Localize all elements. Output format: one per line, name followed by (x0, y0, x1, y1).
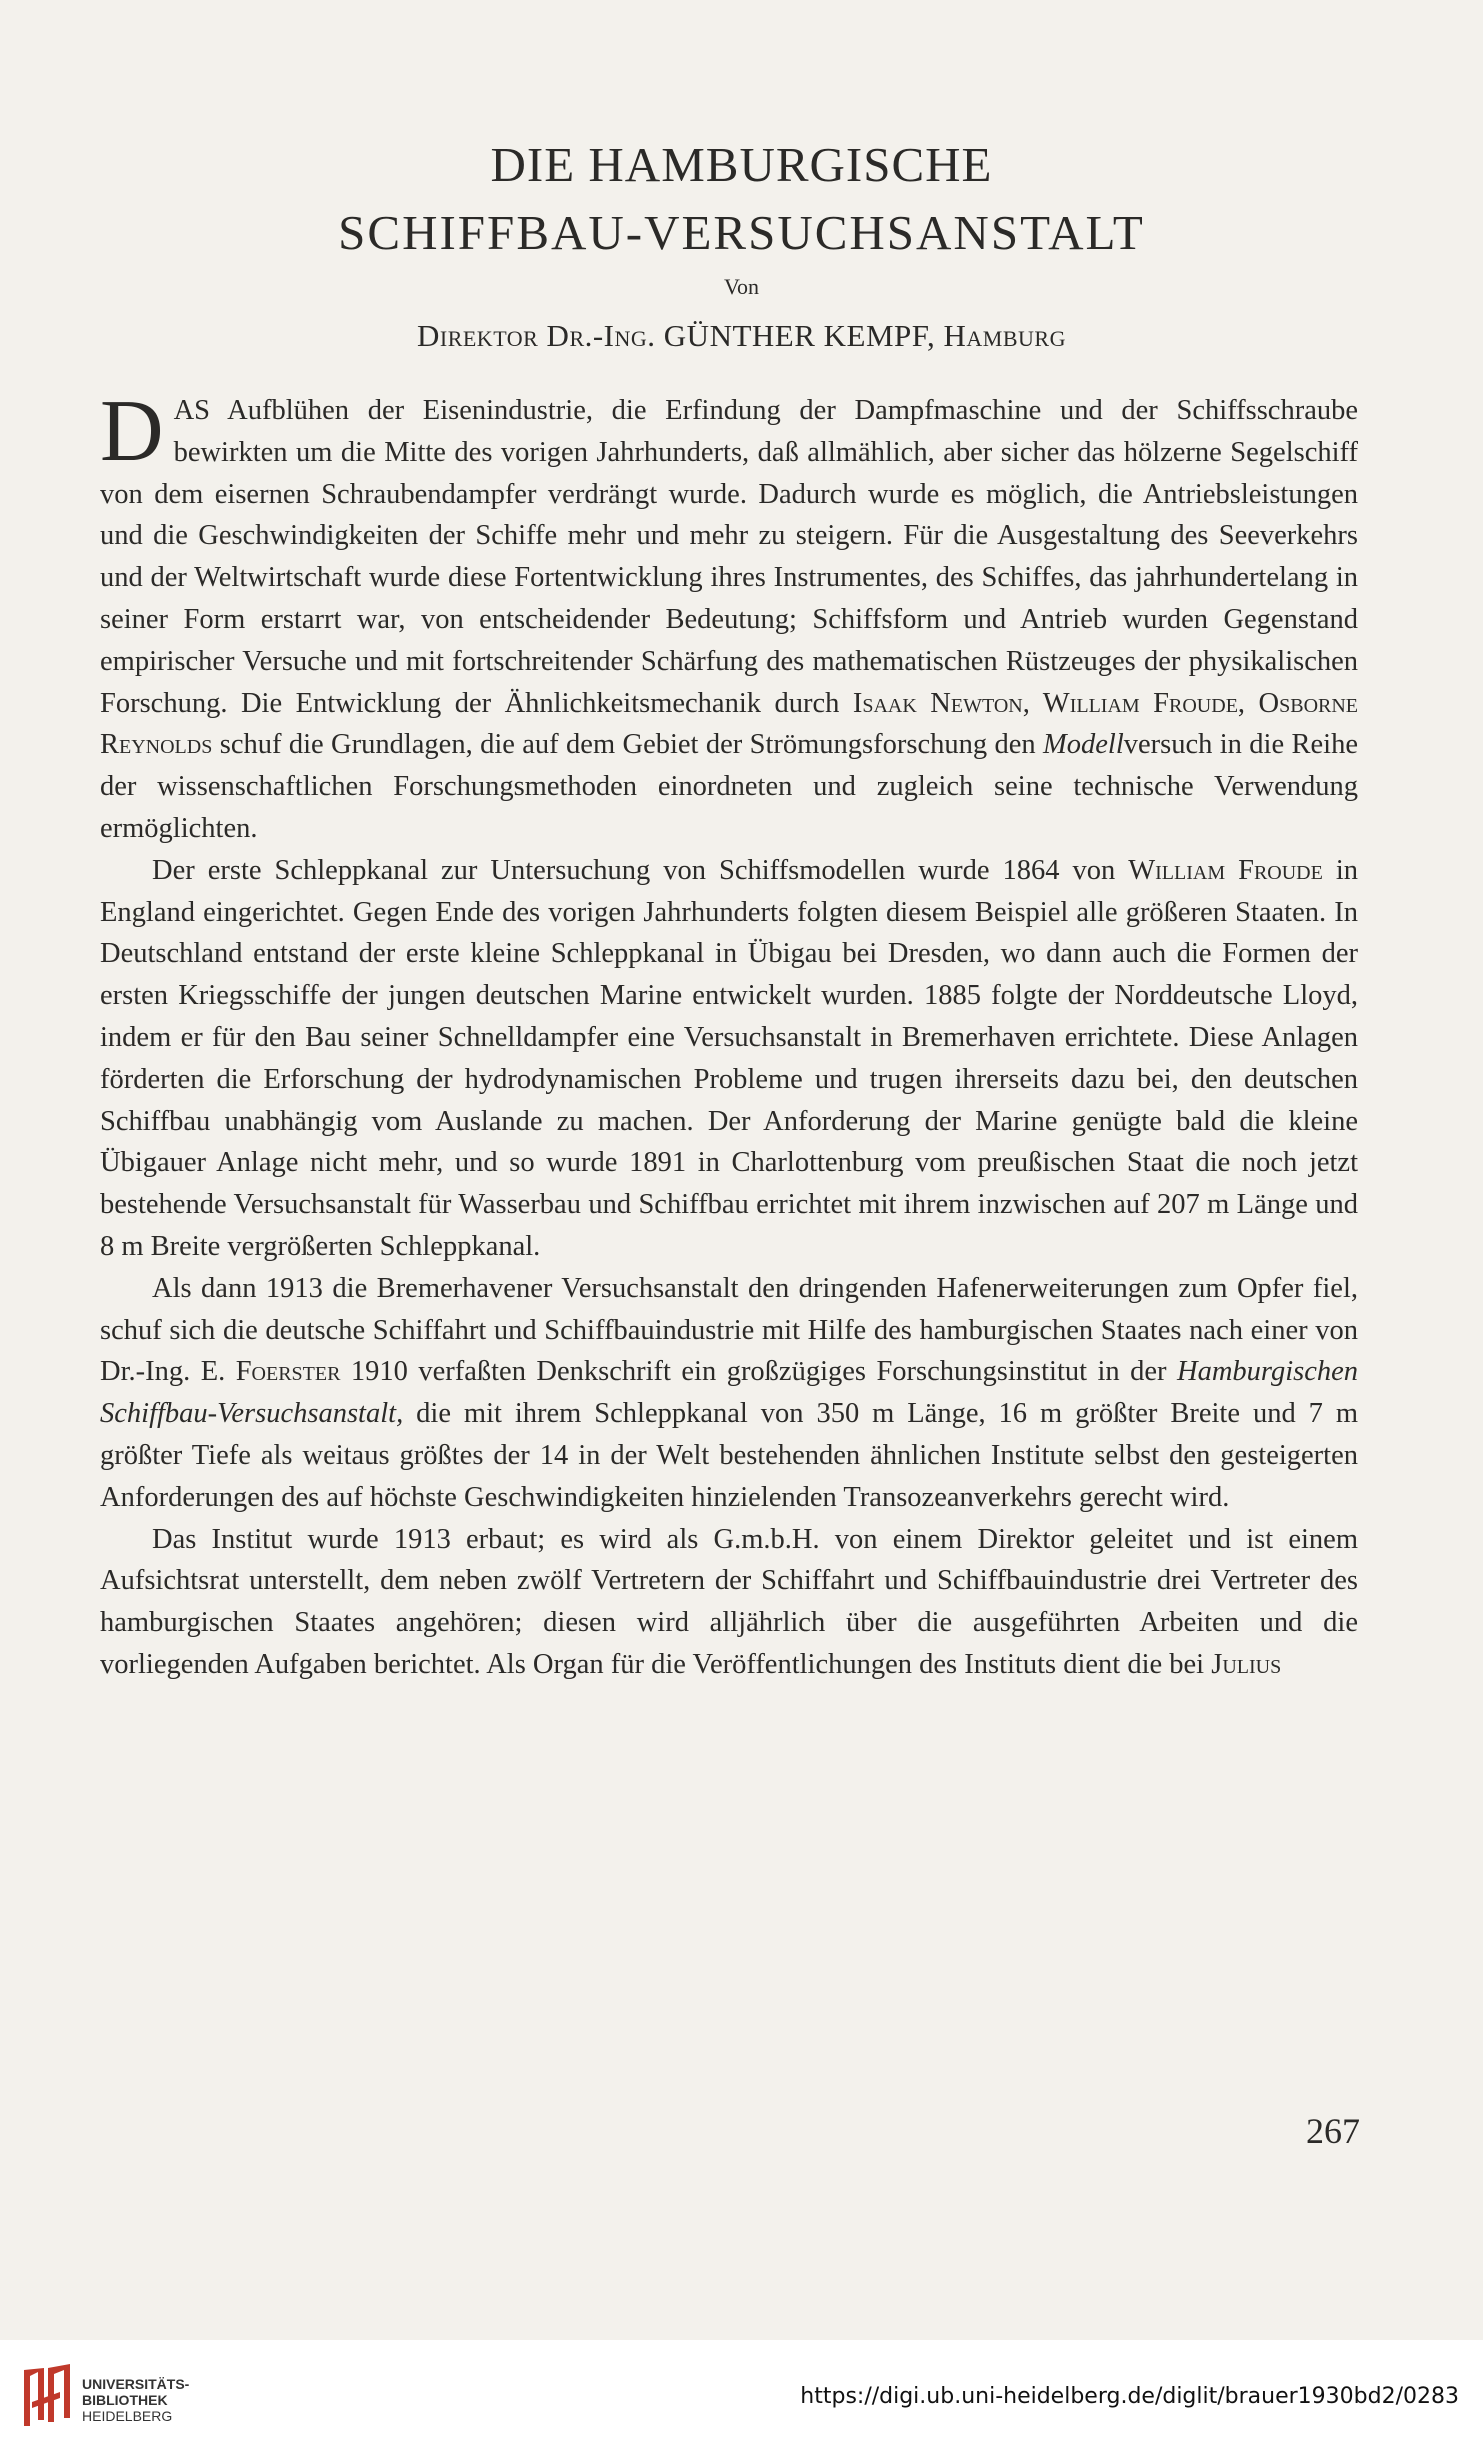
paragraph-text: versuch in die Reihe der wissenschaftlichen Forschungsmethoden einordneten und zugleich seine technische Verwendung ermöglichten. (100, 729, 1358, 844)
paragraph-1 (100, 383, 1359, 850)
paragraph-4 (100, 1519, 1358, 1686)
byline-von: Von (723, 274, 760, 299)
author-name: GÜNTHER KEMPF, (663, 318, 936, 353)
paragraph-lead: AS (173, 395, 210, 426)
person-name: Julius (1211, 1648, 1282, 1680)
heidelberg-library-logo-icon[interactable] (16, 2362, 72, 2434)
person-name: William Froude (1128, 854, 1323, 886)
permalink-url[interactable]: https://digi.ub.uni-heidelberg.de/diglit/brauer1930bd2/0283 (800, 2384, 1459, 2409)
person-names: Isaak Newton, William Froude, Osborne Reynolds (100, 687, 1359, 761)
person-name: Foerster (235, 1356, 341, 1388)
page-number: 267 (1306, 2111, 1360, 2151)
author-prefix: Direktor Dr.-Ing. (416, 318, 656, 353)
paragraph-text: Das Institut wurde 1913 erbaut; es wird als G.m.b.H. von einem Direktor geleitet und ist einem Aufsichtsrat unterstellt, dem neben zwölf Vertretern der Schiffahrt und Schiffbauindustrie drei Vertreter des hamburgischen Staates angehören; diesen wird alljährlich über die ausgeführten Arbeiten und die vorliegenden Aufgaben berichtet. Als Organ für die Veröffentlichungen des Instituts dient die bei (100, 1523, 1358, 1680)
article-body (100, 383, 1359, 1686)
paragraph-text: 1910 verfaßten Denkschrift ein großzügiges Forschungsinstitut in der (340, 1356, 1177, 1388)
paragraph-text: in England eingerichtet. Gegen Ende des vorigen Jahrhunderts folgten diesem Beispiel alle größeren Staaten. In Deutschland entstand der erste kleine Schleppkanal in Übigau bei Dresden, wo dann auch die Formen der ersten Kriegsschiffe der jungen deutschen Marine entwickelt wurden. 1885 folgte der Norddeutsche Lloyd, indem er für den Bau seiner Schnelldampfer eine Versuchsanstalt in Bremerhaven errichtete. Diese Anlagen förderten die Erforschung der hydrodynamischen Probleme und trugen ihrerseits dazu bei, den deutschen Schiffbau unabhängig vom Auslande zu machen. Der Anforderung der Marine genügte bald die kleine Übigauer Anlage nicht mehr, und so wurde 1891 in Charlottenburg vom preußischen Staat die noch jetzt bestehende Versuchsanstalt für Wasserbau und Schiffbau errichtet mit ihrem inzwischen auf 207 m Länge und 8 m Breite vergrößerten Schleppkanal. (100, 854, 1358, 1262)
emphasis-text: Modell (1043, 729, 1124, 761)
article-title-line-2: SCHIFFBAU-VERSUCHSANSTALT (338, 205, 1145, 260)
author-place: Hamburg (943, 318, 1066, 353)
author-line (0, 318, 1483, 354)
library-name[interactable] (82, 2376, 189, 2424)
paragraph-text: Als dann 1913 die Bremerhavener Versuchsanstalt den dringenden Hafenerweiterungen zum Opfer fiel, schuf sich die deutsche Schiffahrt und Schiffbauindustrie mit Hilfe des hamburgischen Staates nach einer von Dr.-Ing. E. (100, 1272, 1358, 1388)
library-name-line-2: BIBLIOTHEK (82, 2392, 168, 2408)
emphasis-text: Hamburgischen Schiffbau-Versuchsanstalt, (100, 1356, 1359, 1430)
paragraph-2 (100, 850, 1358, 1268)
viewer-footer (0, 2340, 1483, 2458)
paragraph-3 (100, 1268, 1358, 1519)
paragraph-text: die mit ihrem Schleppkanal von 350 m Länge, 16 m größter Breite und 7 m größter Tiefe als weitaus größtes der 14 in der Welt bestehenden ähnlichen Institute selbst den gesteigerten Anforderungen des auf höchste Geschwindigkeiten hinzielenden Transozeanverkehrs gerecht wird. (100, 1398, 1358, 1513)
library-name-line-3: HEIDELBERG (82, 2408, 173, 2424)
paragraph-text: Aufblühen der Eisenindustrie, die Erfindung der Dampfmaschine und der Schiffsschraube bewirkten um die Mitte des vorigen Jahrhunderts, daß allmählich, aber sicher das hölzerne Segelschiff von dem eisernen Schraubendampfer verdrängt wurde. Dadurch wurde es möglich, die Antriebsleistungen und die Geschwindigkeiten der Schiffe mehr und mehr zu steigern. Für die Ausgestaltung des Seeverkehrs und der Weltwirtschaft wurde diese Fortentwicklung ihres Instrumentes, des Schiffes, das jahrhundertelang in seiner Form erstarrt war, von entscheidender Bedeutung; Schiffsform und Antrieb wurden Gegenstand empirischer Versuche und mit fortschreitender Schärfung des mathematischen Rüstzeuges der physikalischen Forschung. Die Entwicklung der Ähnlichkeitsmechanik durch (100, 395, 1358, 719)
paragraph-text: Der erste Schleppkanal zur Untersuchung von Schiffsmodellen wurde 1864 von (152, 854, 1129, 886)
drop-cap: D (100, 383, 164, 480)
library-name-line-1: UNIVERSITÄTS- (82, 2376, 190, 2392)
paragraph-text: schuf die Grundlagen, die auf dem Gebiet der Strömungsforschung den (212, 729, 1044, 761)
article-title-line-1: DIE HAMBURGISCHE (490, 137, 993, 192)
